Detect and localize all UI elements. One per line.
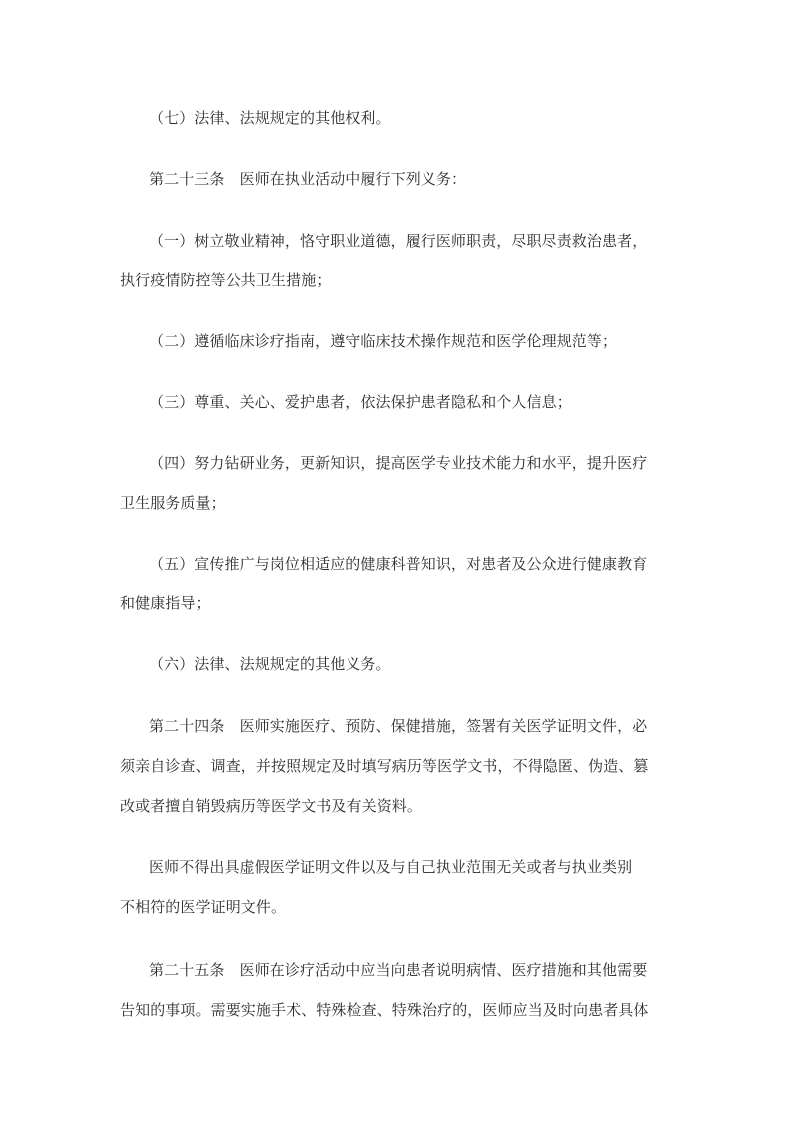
item-7-rights: （七）法律、法规规定的其他权利。 — [149, 109, 391, 127]
duty-1-line-1: （一）树立敬业精神，恪守职业道德，履行医师职责，尽职尽责救治患者， — [149, 232, 648, 250]
article-24-line-3: 改或者擅自销毁病历等医学文书及有关资料。 — [120, 797, 423, 815]
duty-3: （三）尊重、关心、爱护患者，依法保护患者隐私和个人信息； — [149, 393, 572, 411]
article-24-para-2-line-1: 医师不得出具虚假医学证明文件以及与自己执业范围无关或者与执业类别 — [149, 858, 633, 876]
article-23-heading: 第二十三条 医师在执业活动中履行下列义务： — [149, 170, 467, 188]
duty-6: （六）法律、法规规定的其他义务。 — [149, 655, 391, 673]
duty-1-line-2: 执行疫情防控等公共卫生措施； — [120, 271, 332, 289]
article-25-line-1: 第二十五条 医师在诊疗活动中应当向患者说明病情、医疗措施和其他需要 — [149, 961, 648, 979]
article-24-line-1: 第二十四条 医师实施医疗、预防、保健措施，签署有关医学证明文件，必 — [149, 717, 648, 735]
duty-5-line-1: （五）宣传推广与岗位相适应的健康科普知识，对患者及公众进行健康教育 — [149, 555, 648, 573]
duty-5-line-2: 和健康指导； — [120, 594, 211, 612]
article-24-para-2-line-2: 不相符的医学证明文件。 — [120, 898, 287, 916]
duty-2: （二）遵循临床诊疗指南，遵守临床技术操作规范和医学伦理规范等； — [149, 332, 618, 350]
article-25-line-2: 告知的事项。需要实施手术、特殊检查、特殊治疗的，医师应当及时向患者具体 — [120, 1001, 649, 1019]
duty-4-line-1: （四）努力钻研业务，更新知识，提高医学专业技术能力和水平，提升医疗 — [149, 454, 648, 472]
article-24-line-2: 须亲自诊查、调查，并按照规定及时填写病历等医学文书，不得隐匿、伪造、篡 — [120, 757, 649, 775]
duty-4-line-2: 卫生服务质量； — [120, 494, 226, 512]
